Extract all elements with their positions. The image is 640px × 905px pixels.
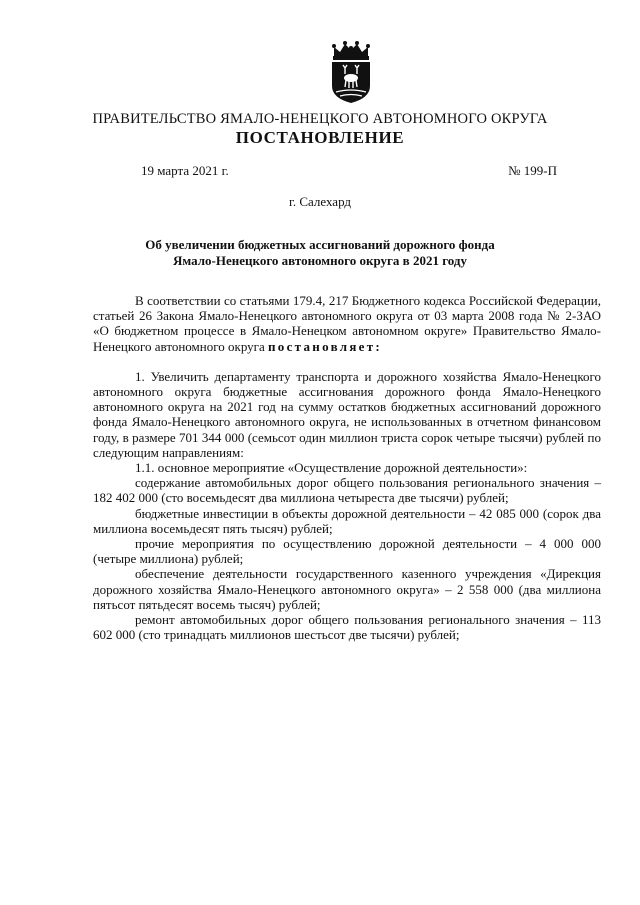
list-item: ремонт автомобильных дорог общего пользования регионального значения – 113 602 000 (сто тринадцать миллионов шестьсот две тысячи) рублей; <box>93 612 601 643</box>
title-line-2: Ямало-Ненецкого автономного округа в 2021 году <box>172 253 467 268</box>
intro-text: В соответствии со статьями 179.4, 217 Бюджетного кодекса Российской Федерации, статьей 26 Закона Ямало-Ненецкого автономного округа от 03 марта 2008 года № 2-ЗАО «О бюджетном процессе в Ямало-Ненецком автономном округе» Правительство Ямало-Ненецкого автономного округа <box>93 293 601 354</box>
government-name: ПРАВИТЕЛЬСТВО ЯМАЛО-НЕНЕЦКОГО АВТОНОМНОГО ОКРУГА <box>92 111 548 127</box>
document-title <box>100 237 540 269</box>
list-item: обеспечение деятельности государственного казенного учреждения «Дирекция дорожного хозяйства Ямало-Ненецкого автономного округа» – 2 558 000 (два миллиона пятьсот пятьдесят восемь тысяч) рублей; <box>93 566 601 612</box>
list-item: бюджетные инвестиции в объекты дорожной деятельности – 42 085 000 (сорок два миллиона восемьдесят пять тысяч) рублей; <box>93 505 601 536</box>
document-number: № 199-П <box>508 163 557 178</box>
decree-word: постановляет: <box>268 338 383 354</box>
document-date: 19 марта 2021 г. <box>141 163 229 178</box>
title-line-1: Об увеличении бюджетных ассигнований дорожного фонда <box>145 237 495 252</box>
clause-1: 1. Увеличить департаменту транспорта и дорожного хозяйства Ямало-Ненецкого автономного округа бюджетные ассигнования дорожного фонда Ямало-Ненецкого автономного округа на 2021 год на сумму остатков бюджетных ассигнований дорожного фонда Ямало-Ненецкого автономного округа, не использованных в отчетном финансовом году, в размере 701 344 000 (семьсот один миллион триста сорок четыре тысячи) рублей по следующим направлениям: <box>93 368 601 460</box>
coat-of-arms-icon <box>328 40 374 104</box>
intro-paragraph <box>93 293 601 354</box>
clause-1-1: 1.1. основное мероприятие «Осуществление дорожной деятельности»: <box>135 460 528 476</box>
list-item: содержание автомобильных дорог общего пользования регионального значения – 182 402 000 (сто восемьдесят два миллиона четыреста две тысячи) рублей; <box>93 475 601 506</box>
list-item: прочие мероприятия по осуществлению дорожной деятельности – 4 000 000 (четыре миллиона) рублей; <box>93 536 601 567</box>
document-body <box>93 293 601 642</box>
document-type: ПОСТАНОВЛЕНИЕ <box>235 128 405 147</box>
document-city: г. Салехард <box>288 194 352 209</box>
